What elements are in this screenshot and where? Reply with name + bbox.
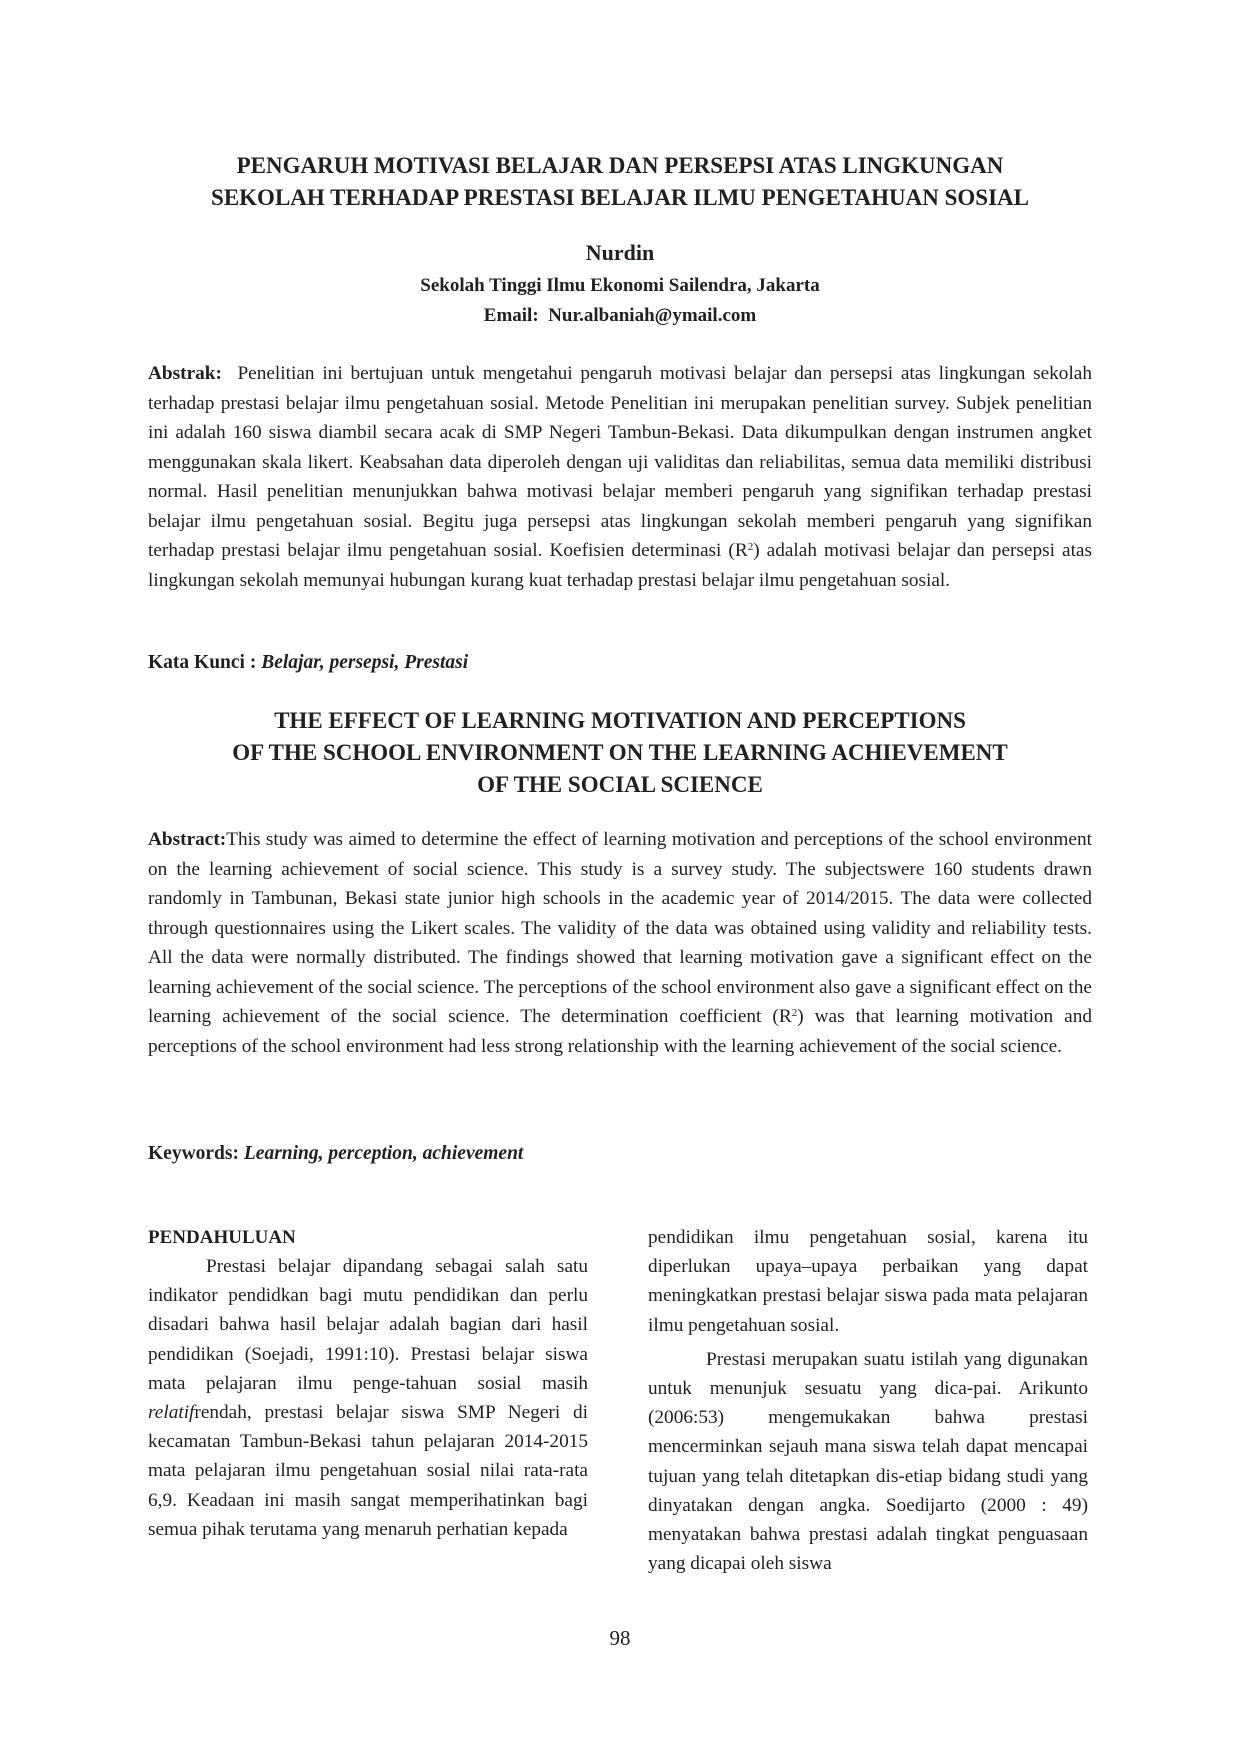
- body-paragraph: pendidikan ilmu pengetahuan sosial, karena itu diperlukan upaya–upaya perbaikan yang dapat meningkatkan prestasi belajar siswa pada mata pelajaran ilmu pengetahuan sosial.: [648, 1227, 1088, 1336]
- page-number: 98: [609, 1626, 631, 1650]
- abstract-english-label: Abstract:: [148, 829, 227, 850]
- abstract-indonesian-text: Penelitian ini bertujuan untuk mengetahui pengaruh motivasi belajar dan persepsi atas lingkungan sekolah terhadap prestasi belajar ilmu pengetahuan sosial. Metode Penelitian ini merupakan penelitian survey. Subjek penelitian ini adalah 160 siswa diambil secara acak di SMP Negeri Tambun-Bekasi. Data dikumpulkan dengan instrumen angket menggunakan skala likert. Keabsahan data diperoleh dengan uji validitas dan reliabilitas, semua data memiliki distribusi normal. Hasil penelitian menunjukkan bahwa motivasi belajar memberi pengaruh yang signifikan terhadap prestasi belajar ilmu pengetahuan sosial. Begitu juga persepsi atas lingkungan sekolah memberi pengaruh yang signifikan terhadap prestasi belajar ilmu pengetahuan sosial. Koefisien determinasi (R: [148, 363, 1092, 561]
- body-paragraph: [148, 1252, 588, 1544]
- body-text: rendah, prestasi belajar siswa SMP Negeri di kecamatan Tambun-Bekasi tahun pelajaran 2014-2015 mata pelajaran ilmu pengetahuan sosial nilai rata-rata 6,9. Keadaan ini masih sangat memperihatinkan bagi semua pihak terutama yang menaruh perhatian kepada: [148, 1402, 588, 1540]
- title-indonesian: [150, 150, 1090, 214]
- keywords-indonesian: [148, 652, 1092, 674]
- author-institution: Sekolah Tinggi Ilmu Ekonomi Sailendra, Jakarta: [420, 275, 820, 296]
- abstract-indonesian: [148, 359, 1092, 595]
- keywords-english-terms: Learning, perception, achievement: [243, 1143, 524, 1164]
- abstract-english: [148, 825, 1092, 1061]
- author-name: Nurdin: [585, 240, 655, 265]
- title-english-line: OF THE SOCIAL SCIENCE: [477, 772, 763, 797]
- abstract-english-text: This study was aimed to determine the effect of learning motivation and perceptions of the school environment on the learning achievement of social science. This study is a survey study. The subjectswere 160 students drawn randomly in Tambunan, Bekasi state junior high schools in the academic year of 2014/2015. The data were collected through questionnaires using the Likert scales. The validity of the data was obtained using validity and reliability tests. All the data were normally distributed. The findings showed that learning motivation gave a significant effect on the learning achievement of the social science. The perceptions of the school environment also gave a significant effect on the learning achievement of the social science. The determination coefficient (R: [148, 829, 1092, 1027]
- title-indonesian-line: SEKOLAH TERHADAP PRESTASI BELAJAR ILMU PENGETAHUAN SOSIAL: [211, 185, 1029, 210]
- keywords-english: [148, 1143, 1092, 1165]
- abstract-english-text-end: ) was that learning motivation and perceptions of the school environment had less strong relationship with the learning achievement of the social science.: [148, 1006, 1092, 1057]
- keywords-indonesian-label: Kata Kunci :: [148, 652, 257, 673]
- section-heading: PENDAHULUAN: [148, 1227, 296, 1248]
- superscript-two: 2: [791, 1007, 798, 1019]
- title-english: [150, 705, 1090, 801]
- title-english-line: THE EFFECT OF LEARNING MOTIVATION AND PERCEPTIONS: [274, 708, 966, 733]
- superscript-two: 2: [747, 541, 754, 553]
- title-english-line: OF THE SCHOOL ENVIRONMENT ON THE LEARNING ACHIEVEMENT: [232, 740, 1008, 765]
- email-label: Email:: [483, 305, 539, 326]
- title-indonesian-line: PENGARUH MOTIVASI BELAJAR DAN PERSEPSI ATAS LINGKUNGAN: [236, 153, 1004, 178]
- body-column-right: [648, 1223, 1088, 1578]
- body-text: Prestasi belajar dipandang sebagai salah satu indikator pendidkan bagi mutu pendidikan dan perlu disadari bahwa hasil belajar adalah bagian dari hasil pendidikan (Soejadi, 1991:10). Prestasi belajar siswa mata pelajaran ilmu penge-tahuan sosial masih: [148, 1256, 588, 1394]
- keywords-indonesian-terms: Belajar, persepsi, Prestasi: [261, 652, 469, 673]
- body-paragraph: Prestasi merupakan suatu istilah yang digunakan untuk menunjuk sesuatu yang dica-pai. Arikunto (2006:53) mengemukakan bahwa prestasi mencerminkan sejauh mana siswa telah dapat mencapai tujuan yang telah ditetapkan dis-etiap bidang studi yang dinyatakan dengan angka. Soedijarto (2000 : 49) menyatakan bahwa prestasi adalah tingkat penguasaan yang dicapai oleh siswa: [648, 1348, 1088, 1575]
- email-address: Nur.albaniah@ymail.com: [548, 305, 757, 326]
- keywords-english-label: Keywords:: [148, 1143, 239, 1164]
- abstract-indonesian-label: Abstrak:: [148, 363, 222, 384]
- body-column-left: [148, 1223, 588, 1544]
- author-email-line: [150, 305, 1090, 327]
- body-italic-term: relatif: [148, 1402, 195, 1424]
- abstract-indonesian-text-end: ) adalah motivasi belajar dan persepsi atas lingkungan sekolah memunyai hubungan kurang kuat terhadap prestasi belajar ilmu pengetahuan sosial.: [148, 540, 1092, 591]
